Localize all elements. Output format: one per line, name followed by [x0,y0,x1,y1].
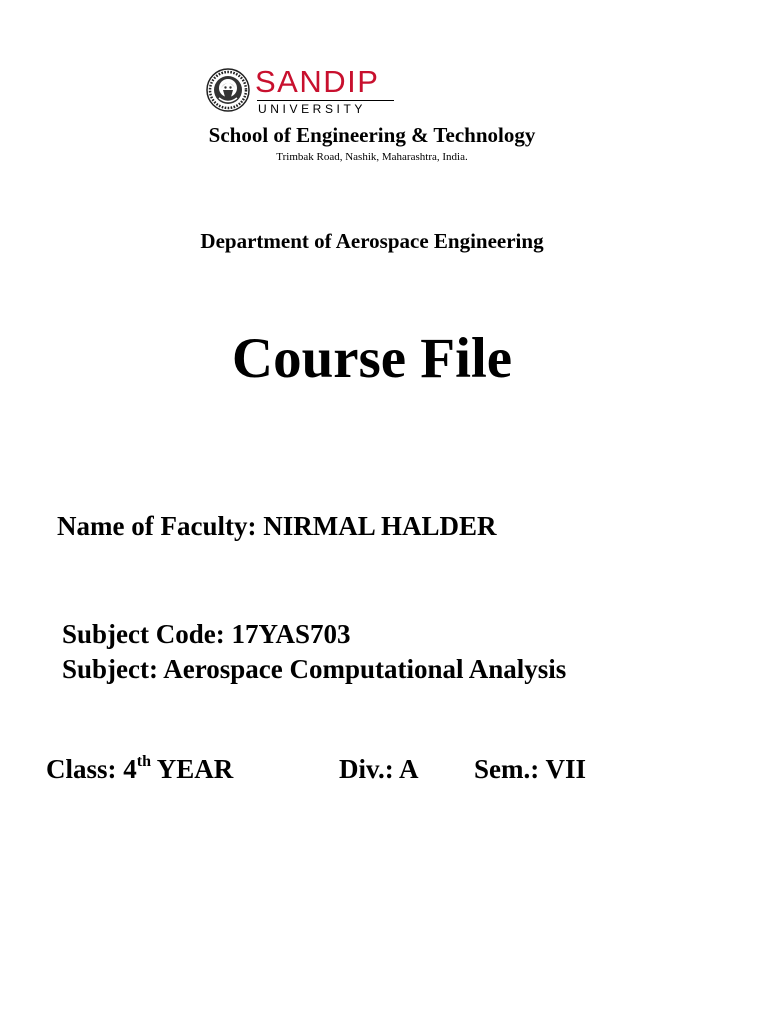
division-value: A [399,754,419,784]
subject-label: Subject: [62,654,158,684]
university-seal-icon [206,68,250,112]
semester-label: Sem.: [474,754,540,784]
school-name: School of Engineering & Technology [208,123,536,147]
logo-subtitle: UNIVERSITY [258,102,367,116]
semester-line [474,753,586,785]
university-logo [206,64,406,121]
subject-code-value: 17YAS703 [231,619,351,649]
division-label: Div.: [339,754,394,784]
division-line [339,753,419,785]
school-address: Trimbak Road, Nashik, Maharashtra, India. [276,151,468,163]
subject-code-line [62,618,351,650]
subject-line [62,653,566,685]
logo-name: SANDIP [255,64,380,99]
department-name: Department of Aerospace Engineering [200,229,544,253]
faculty-name: NIRMAL HALDER [263,511,497,541]
class-line [46,753,233,790]
subject-code-label: Subject Code: [62,619,225,649]
faculty-label: Name of Faculty: [57,511,257,541]
class-ordinal-suffix: th [136,753,151,770]
subject-value: Aerospace Computational Analysis [163,654,567,684]
class-value: YEAR [156,754,234,784]
semester-value: VII [545,754,587,784]
class-label: Class: [46,754,117,784]
class-number: 4 [123,754,137,784]
faculty-line [57,510,496,542]
page-title: Course File [231,327,513,390]
